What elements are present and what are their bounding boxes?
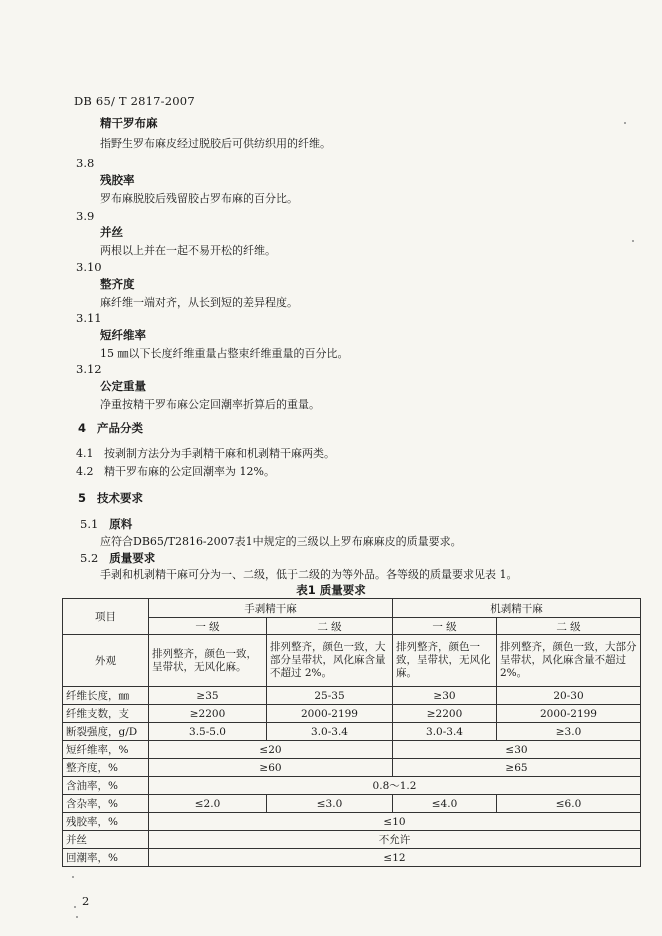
scan-speck — [624, 122, 626, 124]
document-code: DB 65/ T 2817-2007 — [74, 94, 195, 108]
table-cell: ≥60 — [149, 759, 393, 777]
clause-4-1 — [76, 445, 335, 461]
term-def: 两根以上并在一起不易开松的纤维。 — [100, 244, 276, 257]
header-grade-2: 二 级 — [497, 618, 641, 635]
section-number: 5 — [78, 491, 87, 505]
page-number: 2 — [82, 894, 90, 908]
table-cell: 2000-2199 — [267, 705, 393, 723]
table-row-uniformity — [63, 759, 641, 777]
scan-speck — [632, 240, 634, 242]
table-cell: 不允许 — [149, 831, 641, 849]
clause-5-2-heading — [80, 550, 155, 566]
table-cell: 3.0-3.4 — [267, 723, 393, 741]
table-cell: ≥2200 — [393, 705, 497, 723]
table-row-oil — [63, 777, 641, 795]
table-header-row — [63, 599, 641, 618]
row-label: 断裂强度，g/D — [63, 723, 149, 741]
table-cell: ≥2200 — [149, 705, 267, 723]
table-cell: ≤20 — [149, 741, 393, 759]
term-def-refined-fiber: 指野生罗布麻皮经过脱胶后可供纺织用的纤维。 — [100, 137, 331, 150]
row-label: 残胶率，% — [63, 813, 149, 831]
clause-number: 4.2 — [76, 465, 94, 478]
header-machine-stripped: 机剥精干麻 — [393, 599, 641, 618]
table-cell: ≥35 — [149, 687, 267, 705]
table-cell: ≤2.0 — [149, 795, 267, 813]
term-name: 并丝 — [100, 225, 123, 239]
table-row-fiber-length — [63, 687, 641, 705]
table-cell: 20-30 — [497, 687, 641, 705]
term-def: 罗布麻脱胶后残留胶占罗布麻的百分比。 — [100, 192, 298, 205]
table-cell: ≥65 — [393, 759, 641, 777]
section-number: 4 — [78, 421, 87, 435]
clause-title: 原料 — [109, 517, 133, 531]
clause-4-2 — [76, 463, 275, 479]
table-cell: ≤10 — [149, 813, 641, 831]
section-heading-4 — [78, 420, 143, 436]
scan-speck — [76, 916, 78, 918]
term-name: 整齐度 — [100, 277, 135, 291]
clause-5-2-text: 手剥和机剥精干麻可分为一、二级，低于二级的为等外品。各等级的质量要求见表 1。 — [100, 568, 518, 581]
table-caption: 表1 质量要求 — [296, 583, 366, 597]
row-label: 含油率，% — [63, 777, 149, 795]
row-label: 含杂率，% — [63, 795, 149, 813]
table-cell: ≤30 — [393, 741, 641, 759]
row-label: 外观 — [63, 635, 149, 687]
clause-text: 精干罗布麻的公定回潮率为 12%。 — [104, 465, 275, 478]
table-cell: 排列整齐，颜色一致，呈带状，无风化麻。 — [149, 635, 267, 687]
table-cell: ≤3.0 — [267, 795, 393, 813]
table-row-residual-gum — [63, 813, 641, 831]
table-cell: 排列整齐，颜色一致，呈带状，无风化麻。 — [393, 635, 497, 687]
term-name: 公定重量 — [100, 379, 146, 393]
clause-text: 按剥制方法分为手剥精干麻和机剥精干麻两类。 — [104, 447, 335, 460]
table-row-short-fiber — [63, 741, 641, 759]
table-row-breaking-strength — [63, 723, 641, 741]
table-cell: ≤6.0 — [497, 795, 641, 813]
term-name: 残胶率 — [100, 173, 135, 187]
row-label: 纤维长度，㎜ — [63, 687, 149, 705]
clause-number: 5.1 — [80, 517, 99, 531]
scan-speck — [72, 876, 74, 878]
row-label: 纤维支数，支 — [63, 705, 149, 723]
table-row-appearance — [63, 635, 641, 687]
table-cell: 3.0-3.4 — [393, 723, 497, 741]
term-number: 3.9 — [76, 209, 95, 223]
scan-speck — [74, 906, 76, 908]
header-hand-stripped: 手剥精干麻 — [149, 599, 393, 618]
table-cell: ≥3.0 — [497, 723, 641, 741]
row-label: 并丝 — [63, 831, 149, 849]
table-row-moisture — [63, 849, 641, 867]
section-title: 技术要求 — [96, 491, 143, 505]
term-number: 3.8 — [76, 156, 95, 170]
term-name: 短纤维率 — [100, 328, 146, 342]
term-number: 3.10 — [76, 260, 102, 274]
term-name-refined-fiber: 精干罗布麻 — [100, 116, 158, 130]
row-label: 整齐度，% — [63, 759, 149, 777]
header-item: 项目 — [63, 599, 149, 635]
section-heading-5 — [78, 490, 143, 506]
table-cell: 25-35 — [267, 687, 393, 705]
term-number: 3.12 — [76, 362, 102, 376]
section-title: 产品分类 — [96, 421, 143, 435]
clause-5-1-heading — [80, 516, 132, 532]
row-label: 回潮率，% — [63, 849, 149, 867]
header-grade-1: 一 级 — [393, 618, 497, 635]
table-cell: 0.8～1.2 — [149, 777, 641, 795]
term-number: 3.11 — [76, 311, 102, 325]
table-cell: ≤4.0 — [393, 795, 497, 813]
row-label: 短纤维率，% — [63, 741, 149, 759]
table-row-fiber-count — [63, 705, 641, 723]
clause-number: 4.1 — [76, 447, 94, 460]
clause-title: 质量要求 — [109, 551, 156, 565]
clause-5-1-text: 应符合DB65/T2816-2007表1中规定的三级以上罗布麻麻皮的质量要求。 — [100, 535, 462, 548]
table-row-parallel-fiber — [63, 831, 641, 849]
table-cell: 排列整齐，颜色一致，大部分呈带状，风化麻含量不超过 2%。 — [497, 635, 641, 687]
term-def: 净重按精干罗布麻公定回潮率折算后的重量。 — [100, 398, 320, 411]
table-cell: 3.5-5.0 — [149, 723, 267, 741]
term-def: 麻纤维一端对齐，从长到短的差异程度。 — [100, 296, 298, 309]
header-grade-1: 一 级 — [149, 618, 267, 635]
term-def: 15 ㎜以下长度纤维重量占整束纤维重量的百分比。 — [100, 347, 349, 360]
header-grade-2: 二 级 — [267, 618, 393, 635]
table-cell: ≤12 — [149, 849, 641, 867]
table-grade-row — [63, 618, 641, 635]
table-cell: 2000-2199 — [497, 705, 641, 723]
clause-number: 5.2 — [80, 551, 99, 565]
table-cell: 排列整齐，颜色一致，大部分呈带状，风化麻含量不超过 2%。 — [267, 635, 393, 687]
quality-requirements-table — [62, 598, 641, 867]
table-row-impurity — [63, 795, 641, 813]
table-cell: ≥30 — [393, 687, 497, 705]
